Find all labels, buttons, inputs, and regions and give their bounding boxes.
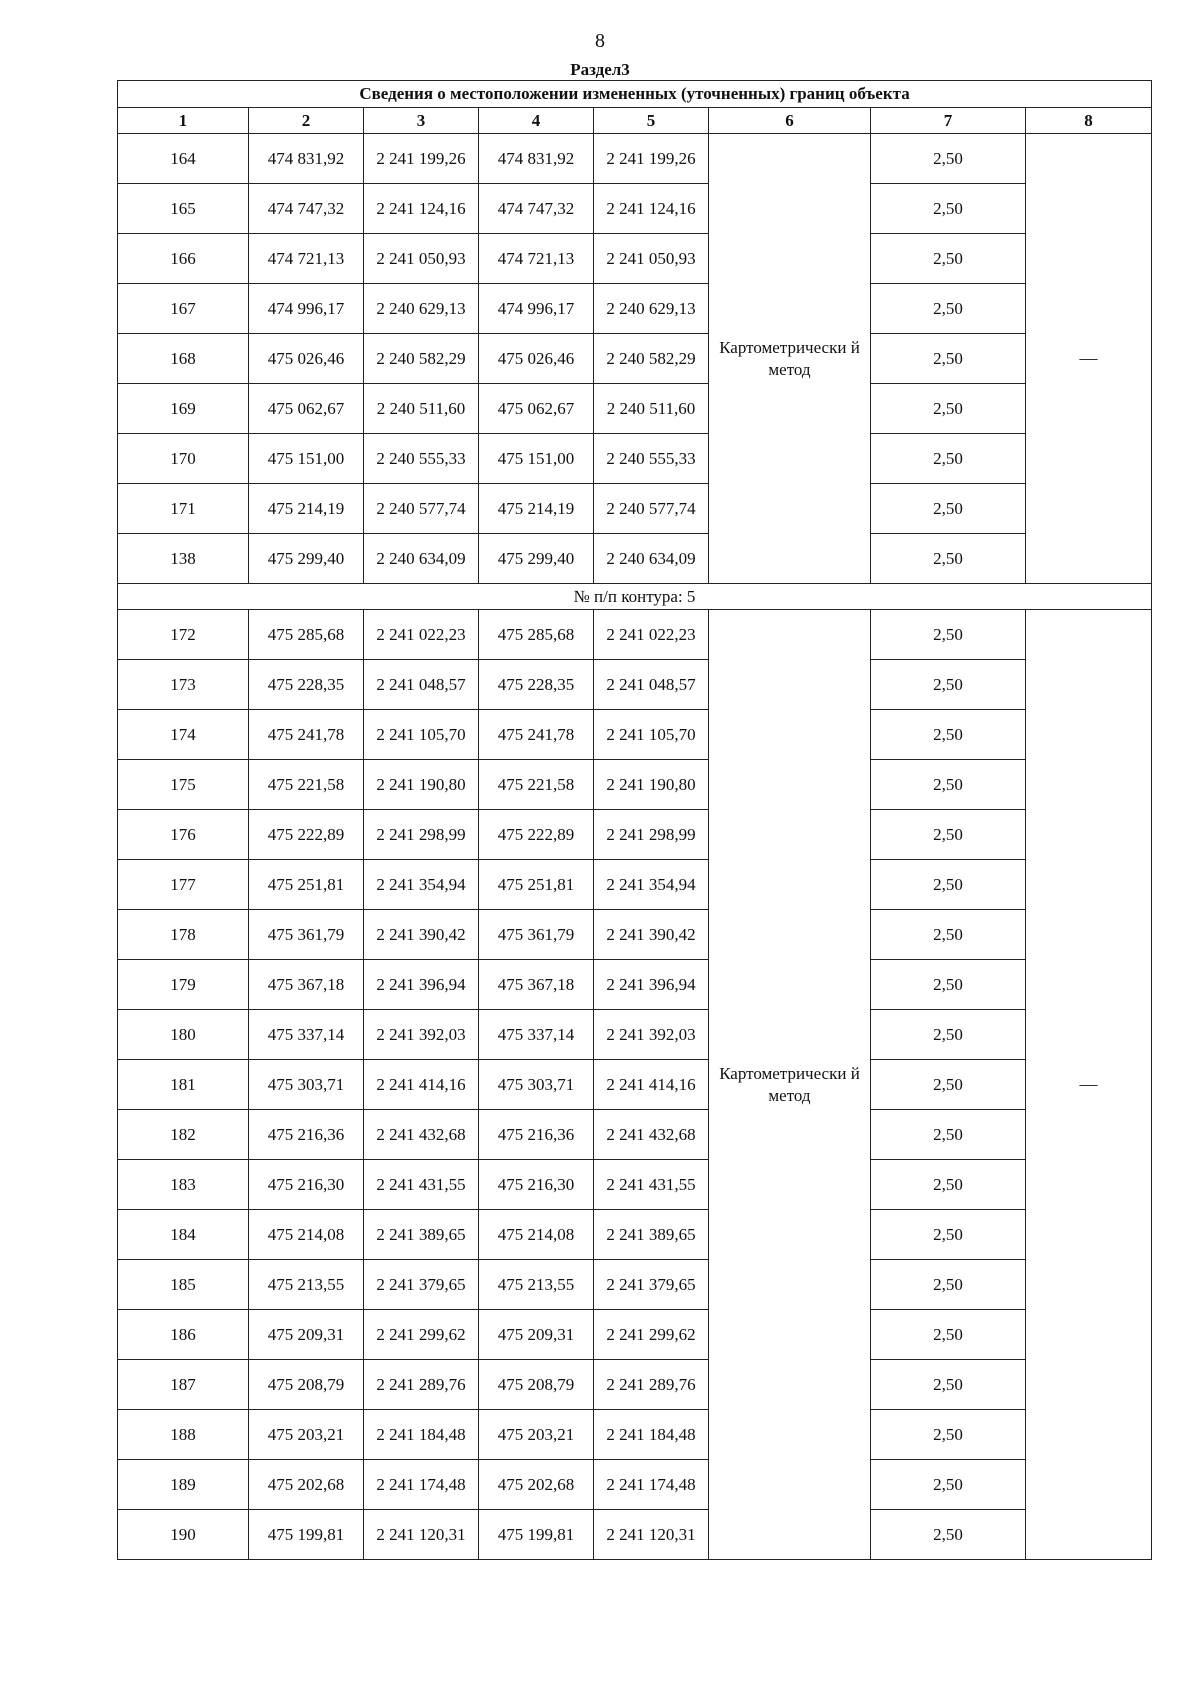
new-y-cell: 2 241 354,94 xyxy=(594,860,709,910)
table-row xyxy=(118,1060,1152,1110)
new-y-cell: 2 241 379,65 xyxy=(594,1260,709,1310)
existing-x-cell: 475 062,67 xyxy=(249,384,364,434)
existing-y-cell: 2 241 414,16 xyxy=(364,1060,479,1110)
accuracy-cell: 2,50 xyxy=(871,184,1026,234)
point-number-cell: 164 xyxy=(118,134,249,184)
new-y-cell: 2 241 184,48 xyxy=(594,1410,709,1460)
column-header-7: 7 xyxy=(871,108,1026,134)
method-cell: Картометрически й метод xyxy=(709,610,871,1560)
point-number-cell: 171 xyxy=(118,484,249,534)
accuracy-cell: 2,50 xyxy=(871,1260,1026,1310)
new-x-cell: 475 361,79 xyxy=(479,910,594,960)
new-y-cell: 2 240 511,60 xyxy=(594,384,709,434)
column-header-2: 2 xyxy=(249,108,364,134)
accuracy-cell: 2,50 xyxy=(871,1160,1026,1210)
new-x-cell: 474 721,13 xyxy=(479,234,594,284)
point-number-cell: 175 xyxy=(118,760,249,810)
existing-y-cell: 2 241 392,03 xyxy=(364,1010,479,1060)
new-y-cell: 2 241 048,57 xyxy=(594,660,709,710)
new-x-cell: 475 203,21 xyxy=(479,1410,594,1460)
point-number-cell: 165 xyxy=(118,184,249,234)
new-x-cell: 475 151,00 xyxy=(479,434,594,484)
table-row xyxy=(118,710,1152,760)
existing-y-cell: 2 241 379,65 xyxy=(364,1260,479,1310)
existing-x-cell: 475 214,08 xyxy=(249,1210,364,1260)
point-number-cell: 170 xyxy=(118,434,249,484)
existing-y-cell: 2 241 396,94 xyxy=(364,960,479,1010)
new-x-cell: 475 062,67 xyxy=(479,384,594,434)
new-x-cell: 475 241,78 xyxy=(479,710,594,760)
existing-x-cell: 474 721,13 xyxy=(249,234,364,284)
new-x-cell: 475 208,79 xyxy=(479,1360,594,1410)
point-number-cell: 185 xyxy=(118,1260,249,1310)
new-x-cell: 475 209,31 xyxy=(479,1310,594,1360)
point-number-cell: 138 xyxy=(118,534,249,584)
new-x-cell: 474 831,92 xyxy=(479,134,594,184)
point-number-cell: 177 xyxy=(118,860,249,910)
table-row xyxy=(118,284,1152,334)
existing-y-cell: 2 240 582,29 xyxy=(364,334,479,384)
new-y-cell: 2 240 577,74 xyxy=(594,484,709,534)
point-number-cell: 168 xyxy=(118,334,249,384)
existing-y-cell: 2 241 354,94 xyxy=(364,860,479,910)
point-number-cell: 179 xyxy=(118,960,249,1010)
existing-y-cell: 2 241 432,68 xyxy=(364,1110,479,1160)
existing-x-cell: 475 209,31 xyxy=(249,1310,364,1360)
table-row xyxy=(118,484,1152,534)
existing-y-cell: 2 241 390,42 xyxy=(364,910,479,960)
new-y-cell: 2 241 124,16 xyxy=(594,184,709,234)
new-y-cell: 2 241 022,23 xyxy=(594,610,709,660)
new-y-cell: 2 241 389,65 xyxy=(594,1210,709,1260)
existing-y-cell: 2 241 050,93 xyxy=(364,234,479,284)
new-x-cell: 475 216,36 xyxy=(479,1110,594,1160)
new-x-cell: 474 996,17 xyxy=(479,284,594,334)
existing-x-cell: 474 747,32 xyxy=(249,184,364,234)
table-row xyxy=(118,660,1152,710)
point-number-cell: 167 xyxy=(118,284,249,334)
new-y-cell: 2 241 050,93 xyxy=(594,234,709,284)
new-y-cell: 2 241 298,99 xyxy=(594,810,709,860)
table-caption: Сведения о местоположении измененных (уточненных) границ объекта xyxy=(118,81,1152,108)
existing-x-cell: 475 367,18 xyxy=(249,960,364,1010)
new-y-cell: 2 241 289,76 xyxy=(594,1360,709,1410)
accuracy-cell: 2,50 xyxy=(871,860,1026,910)
new-y-cell: 2 241 199,26 xyxy=(594,134,709,184)
existing-y-cell: 2 241 289,76 xyxy=(364,1360,479,1410)
new-x-cell: 475 285,68 xyxy=(479,610,594,660)
accuracy-cell: 2,50 xyxy=(871,1110,1026,1160)
table-row xyxy=(118,860,1152,910)
new-y-cell: 2 241 120,31 xyxy=(594,1510,709,1560)
accuracy-cell: 2,50 xyxy=(871,1210,1026,1260)
accuracy-cell: 2,50 xyxy=(871,334,1026,384)
accuracy-cell: 2,50 xyxy=(871,810,1026,860)
new-y-cell: 2 240 629,13 xyxy=(594,284,709,334)
table-row xyxy=(118,534,1152,584)
section-title: Раздел3 xyxy=(570,60,630,79)
existing-y-cell: 2 241 120,31 xyxy=(364,1510,479,1560)
table-row xyxy=(118,1210,1152,1260)
table-row xyxy=(118,910,1152,960)
point-number-cell: 184 xyxy=(118,1210,249,1260)
table-row xyxy=(118,1410,1152,1460)
table-row xyxy=(118,1160,1152,1210)
new-x-cell: 475 213,55 xyxy=(479,1260,594,1310)
point-number-cell: 174 xyxy=(118,710,249,760)
new-x-cell: 475 214,19 xyxy=(479,484,594,534)
new-y-cell: 2 241 414,16 xyxy=(594,1060,709,1110)
column-header-3: 3 xyxy=(364,108,479,134)
new-x-cell: 475 026,46 xyxy=(479,334,594,384)
table-row xyxy=(118,384,1152,434)
table-row xyxy=(118,810,1152,860)
accuracy-cell: 2,50 xyxy=(871,1060,1026,1110)
existing-y-cell: 2 240 577,74 xyxy=(364,484,479,534)
point-number-cell: 169 xyxy=(118,384,249,434)
new-x-cell: 475 251,81 xyxy=(479,860,594,910)
existing-x-cell: 475 303,71 xyxy=(249,1060,364,1110)
existing-y-cell: 2 241 048,57 xyxy=(364,660,479,710)
accuracy-cell: 2,50 xyxy=(871,960,1026,1010)
table-row xyxy=(118,134,1152,184)
point-number-cell: 172 xyxy=(118,610,249,660)
existing-y-cell: 2 241 190,80 xyxy=(364,760,479,810)
accuracy-cell: 2,50 xyxy=(871,1510,1026,1560)
table-row xyxy=(118,1010,1152,1060)
existing-x-cell: 475 208,79 xyxy=(249,1360,364,1410)
accuracy-cell: 2,50 xyxy=(871,384,1026,434)
accuracy-cell: 2,50 xyxy=(871,910,1026,960)
new-y-cell: 2 241 392,03 xyxy=(594,1010,709,1060)
column-header-5: 5 xyxy=(594,108,709,134)
accuracy-cell: 2,50 xyxy=(871,760,1026,810)
column-header-4: 4 xyxy=(479,108,594,134)
existing-y-cell: 2 241 389,65 xyxy=(364,1210,479,1260)
point-number-cell: 180 xyxy=(118,1010,249,1060)
table-row xyxy=(118,960,1152,1010)
new-x-cell: 475 337,14 xyxy=(479,1010,594,1060)
table-row xyxy=(118,610,1152,660)
accuracy-cell: 2,50 xyxy=(871,534,1026,584)
existing-x-cell: 475 251,81 xyxy=(249,860,364,910)
new-x-cell: 475 202,68 xyxy=(479,1460,594,1510)
accuracy-cell: 2,50 xyxy=(871,1010,1026,1060)
new-y-cell: 2 241 105,70 xyxy=(594,710,709,760)
accuracy-cell: 2,50 xyxy=(871,484,1026,534)
existing-x-cell: 475 221,58 xyxy=(249,760,364,810)
note-cell: — xyxy=(1026,610,1152,1560)
new-x-cell: 475 303,71 xyxy=(479,1060,594,1110)
existing-y-cell: 2 241 298,99 xyxy=(364,810,479,860)
existing-y-cell: 2 241 199,26 xyxy=(364,134,479,184)
existing-x-cell: 475 026,46 xyxy=(249,334,364,384)
existing-x-cell: 475 216,30 xyxy=(249,1160,364,1210)
existing-x-cell: 475 228,35 xyxy=(249,660,364,710)
new-y-cell: 2 241 432,68 xyxy=(594,1110,709,1160)
existing-x-cell: 475 216,36 xyxy=(249,1110,364,1160)
method-cell: Картометрически й метод xyxy=(709,134,871,584)
new-x-cell: 475 299,40 xyxy=(479,534,594,584)
point-number-cell: 183 xyxy=(118,1160,249,1210)
accuracy-cell: 2,50 xyxy=(871,1460,1026,1510)
existing-x-cell: 475 214,19 xyxy=(249,484,364,534)
new-y-cell: 2 241 390,42 xyxy=(594,910,709,960)
accuracy-cell: 2,50 xyxy=(871,1410,1026,1460)
point-number-cell: 186 xyxy=(118,1310,249,1360)
existing-x-cell: 475 285,68 xyxy=(249,610,364,660)
point-number-cell: 173 xyxy=(118,660,249,710)
table-row xyxy=(118,234,1152,284)
point-number-cell: 187 xyxy=(118,1360,249,1410)
table-row xyxy=(118,1110,1152,1160)
existing-x-cell: 475 199,81 xyxy=(249,1510,364,1560)
new-x-cell: 475 214,08 xyxy=(479,1210,594,1260)
existing-x-cell: 475 222,89 xyxy=(249,810,364,860)
accuracy-cell: 2,50 xyxy=(871,234,1026,284)
new-x-cell: 475 216,30 xyxy=(479,1160,594,1210)
accuracy-cell: 2,50 xyxy=(871,284,1026,334)
point-number-cell: 190 xyxy=(118,1510,249,1560)
table-row xyxy=(118,1460,1152,1510)
existing-x-cell: 475 213,55 xyxy=(249,1260,364,1310)
point-number-cell: 178 xyxy=(118,910,249,960)
existing-x-cell: 474 996,17 xyxy=(249,284,364,334)
new-x-cell: 475 199,81 xyxy=(479,1510,594,1560)
new-y-cell: 2 241 190,80 xyxy=(594,760,709,810)
table-row xyxy=(118,1510,1152,1560)
existing-y-cell: 2 241 124,16 xyxy=(364,184,479,234)
new-y-cell: 2 240 634,09 xyxy=(594,534,709,584)
new-x-cell: 475 222,89 xyxy=(479,810,594,860)
existing-x-cell: 475 203,21 xyxy=(249,1410,364,1460)
new-y-cell: 2 240 555,33 xyxy=(594,434,709,484)
new-y-cell: 2 241 174,48 xyxy=(594,1460,709,1510)
new-x-cell: 474 747,32 xyxy=(479,184,594,234)
page-number: 8 xyxy=(595,30,605,52)
accuracy-cell: 2,50 xyxy=(871,1360,1026,1410)
accuracy-cell: 2,50 xyxy=(871,610,1026,660)
existing-x-cell: 475 361,79 xyxy=(249,910,364,960)
table-row xyxy=(118,1360,1152,1410)
boundary-coordinates-table xyxy=(117,80,1152,1560)
accuracy-cell: 2,50 xyxy=(871,434,1026,484)
existing-y-cell: 2 241 299,62 xyxy=(364,1310,479,1360)
existing-x-cell: 475 151,00 xyxy=(249,434,364,484)
existing-x-cell: 474 831,92 xyxy=(249,134,364,184)
contour-label: № п/п контура: 5 xyxy=(118,584,1152,610)
existing-y-cell: 2 240 629,13 xyxy=(364,284,479,334)
point-number-cell: 176 xyxy=(118,810,249,860)
existing-y-cell: 2 240 634,09 xyxy=(364,534,479,584)
column-header-8: 8 xyxy=(1026,108,1152,134)
accuracy-cell: 2,50 xyxy=(871,710,1026,760)
new-y-cell: 2 240 582,29 xyxy=(594,334,709,384)
table-row xyxy=(118,1260,1152,1310)
existing-y-cell: 2 240 511,60 xyxy=(364,384,479,434)
table-row xyxy=(118,434,1152,484)
new-y-cell: 2 241 396,94 xyxy=(594,960,709,1010)
point-number-cell: 188 xyxy=(118,1410,249,1460)
existing-y-cell: 2 241 431,55 xyxy=(364,1160,479,1210)
point-number-cell: 166 xyxy=(118,234,249,284)
column-header-1: 1 xyxy=(118,108,249,134)
table-row xyxy=(118,760,1152,810)
table-row xyxy=(118,334,1152,384)
existing-x-cell: 475 337,14 xyxy=(249,1010,364,1060)
note-cell: — xyxy=(1026,134,1152,584)
point-number-cell: 182 xyxy=(118,1110,249,1160)
existing-y-cell: 2 240 555,33 xyxy=(364,434,479,484)
contour-label-row xyxy=(118,584,1152,610)
column-header-6: 6 xyxy=(709,108,871,134)
new-x-cell: 475 228,35 xyxy=(479,660,594,710)
existing-y-cell: 2 241 184,48 xyxy=(364,1410,479,1460)
existing-y-cell: 2 241 022,23 xyxy=(364,610,479,660)
table-row xyxy=(118,184,1152,234)
accuracy-cell: 2,50 xyxy=(871,660,1026,710)
accuracy-cell: 2,50 xyxy=(871,134,1026,184)
existing-x-cell: 475 202,68 xyxy=(249,1460,364,1510)
existing-y-cell: 2 241 105,70 xyxy=(364,710,479,760)
existing-x-cell: 475 241,78 xyxy=(249,710,364,760)
existing-y-cell: 2 241 174,48 xyxy=(364,1460,479,1510)
new-y-cell: 2 241 431,55 xyxy=(594,1160,709,1210)
new-x-cell: 475 221,58 xyxy=(479,760,594,810)
accuracy-cell: 2,50 xyxy=(871,1310,1026,1360)
point-number-cell: 181 xyxy=(118,1060,249,1110)
point-number-cell: 189 xyxy=(118,1460,249,1510)
new-y-cell: 2 241 299,62 xyxy=(594,1310,709,1360)
existing-x-cell: 475 299,40 xyxy=(249,534,364,584)
table-row xyxy=(118,1310,1152,1360)
new-x-cell: 475 367,18 xyxy=(479,960,594,1010)
